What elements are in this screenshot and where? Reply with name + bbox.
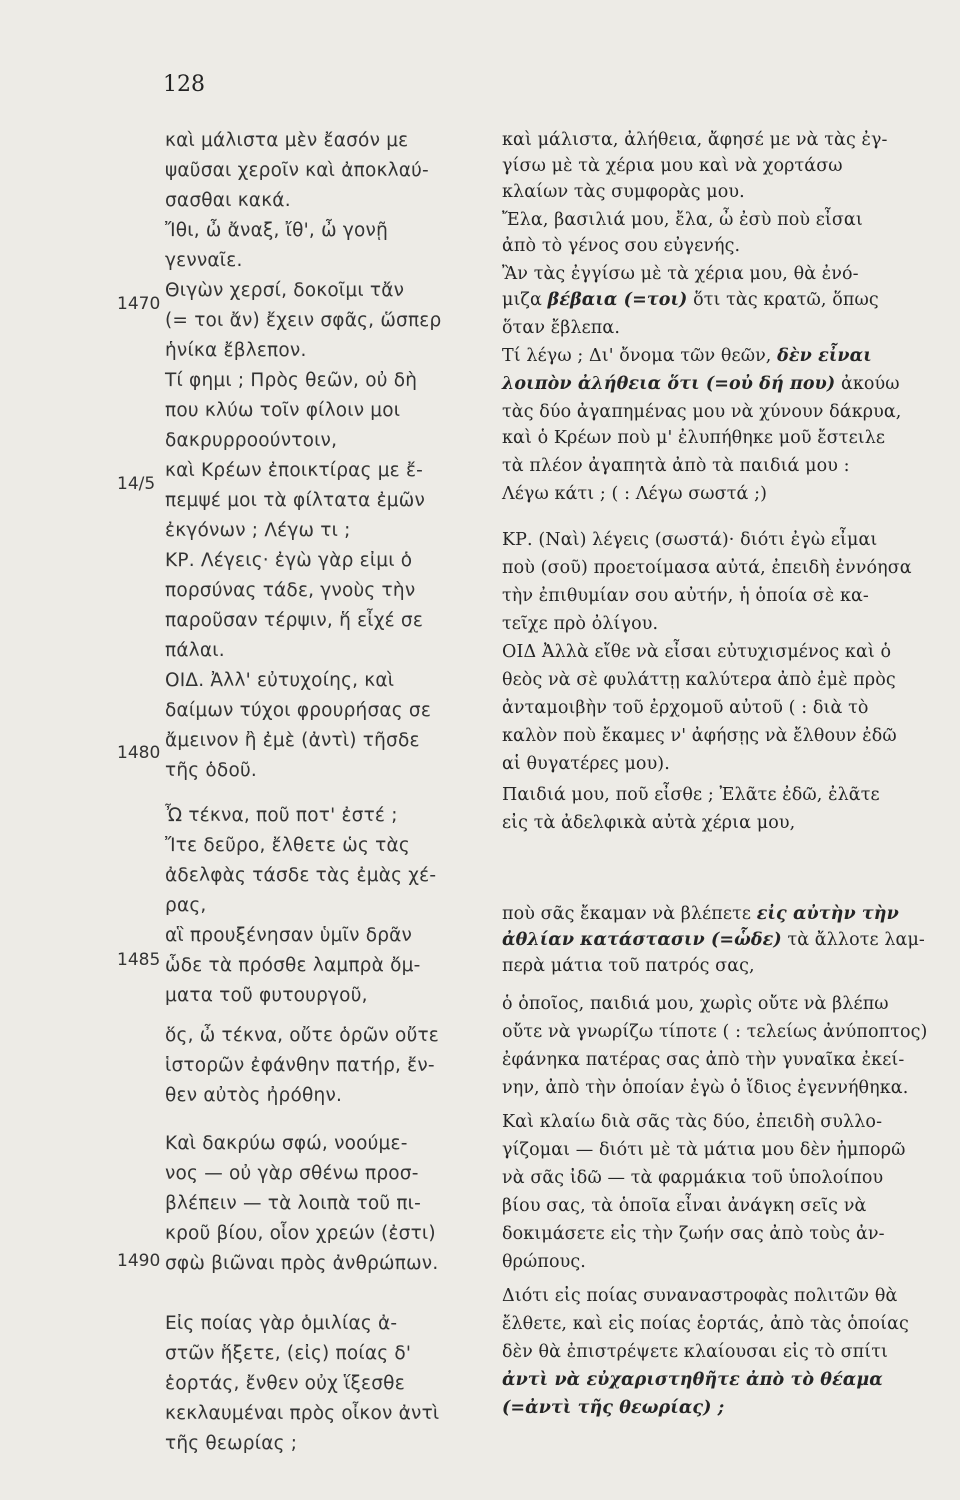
greek-line: γενναῖε. xyxy=(165,250,243,271)
greek-line: δακρυρροούντοιν, xyxy=(165,430,338,451)
translation-line: ἀνταμοιβὴν τοῦ ἐρχομοῦ αὐτοῦ ( : διὰ τὸ xyxy=(502,698,869,718)
translation-line: καὶ μάλιστα, ἀλήθεια, ἄφησέ με νὰ τὰς ἐγ- xyxy=(502,130,888,150)
greek-line: ἐκγόνων ; Λέγω τι ; xyxy=(165,520,351,541)
greek-line: καὶ Κρέων ἐποικτίρας με ἔ- xyxy=(165,460,424,481)
gloss-italic: βέβαια (=τοι) xyxy=(547,290,688,310)
greek-line: ρας, xyxy=(165,895,207,916)
greek-line: ὅς, ὦ τέκνα, οὔτε ὁρῶν οὔτε xyxy=(165,1025,440,1046)
translation-line: γίσω μὲ τὰ χέρια μου καὶ νὰ χορτάσω xyxy=(502,156,843,176)
translation-line: Παιδιά μου, ποῦ εἶσθε ; Ἐλᾶτε ἐδῶ, ἐλᾶτε xyxy=(502,785,880,805)
translation-line: δὲν θὰ ἐπιστρέψετε κλαίουσαι εἰς τὸ σπίτι xyxy=(502,1342,888,1362)
translation-line: ὅταν ἔβλεπα. xyxy=(502,318,620,338)
translation-text: ἀκούω xyxy=(840,374,900,394)
translation-line: γίζομαι — διότι μὲ τὰ μάτια μου δὲν ἠμπορῶ xyxy=(502,1140,906,1160)
greek-line: αἳ προυξένησαν ὑμῖν δρᾶν xyxy=(165,925,413,946)
line-number-1475: 14/5 xyxy=(117,474,156,494)
translation-line: ὁ ὁποῖος, παιδιά μου, χωρὶς οὔτε νὰ βλέπω xyxy=(502,994,889,1014)
translation-line: ΟΙΔ Ἀλλὰ εἴθε νὰ εἶσαι εὐτυχισμένος καὶ ὁ xyxy=(502,642,892,662)
greek-line: Ὦ τέκνα, ποῦ ποτ' ἐστέ ; xyxy=(165,805,398,826)
translation-text: μιζα xyxy=(502,290,542,310)
page-number: 128 xyxy=(163,72,205,97)
translation-line: ἀπὸ τὸ γένος σου εὐγενής. xyxy=(502,236,741,256)
translation-line: αἱ θυγατέρες μου). xyxy=(502,754,670,774)
translation-line: τεῖχε πρὸ ὀλίγου. xyxy=(502,614,659,634)
greek-line: καὶ μάλιστα μὲν ἔασόν με xyxy=(165,130,409,151)
greek-line: στῶν ἥξετε, (εἰς) ποίας δ' xyxy=(165,1343,412,1364)
greek-line: ΟΙΔ. Ἀλλ' εὐτυχοίης, καὶ xyxy=(165,670,395,691)
translation-line: τὴν ἐπιθυμίαν σου αὐτήν, ἡ ὁποία σὲ κα- xyxy=(502,586,869,606)
translation-line: κλαίων τὰς συμφορὰς μου. xyxy=(502,182,745,202)
translation-line xyxy=(502,370,900,400)
translation-line: βίου σας, τὰ ὁποῖα εἶναι ἀνάγκη σεῖς νὰ xyxy=(502,1196,867,1216)
translation-line: δοκιμάσετε εἰς τὴν ζωήν σας ἀπὸ τοὺς ἀν- xyxy=(502,1224,885,1244)
greek-line: Τί φημι ; Πρὸς θεῶν, οὐ δὴ xyxy=(165,370,418,391)
translation-text: τὰ ἄλλοτε λαμ- xyxy=(787,930,925,950)
translation-line xyxy=(502,342,872,372)
greek-line: τῆς θεωρίας ; xyxy=(165,1433,298,1454)
greek-line: βλέπειν — τὰ λοιπὰ τοῦ πι- xyxy=(165,1193,422,1214)
greek-line: πεμψέ μοι τὰ φίλτατα ἐμῶν xyxy=(165,490,425,511)
translation-line: (=ἀντὶ τῆς θεωρίας) ; xyxy=(502,1398,725,1418)
greek-line: κεκλαυμέναι πρὸς οἶκον ἀντὶ xyxy=(165,1403,440,1424)
greek-line: (= τοι ἄν) ἔχειν σφᾶς, ὥσπερ xyxy=(165,310,442,331)
translation-line: οὔτε νὰ γνωρίζω τίποτε ( : τελείως ἀνύποπτος) xyxy=(502,1022,928,1042)
translation-line: ἐφάνηκα πατέρας σας ἀπὸ τὴν γυναῖκα ἐκεί- xyxy=(502,1050,905,1070)
greek-line: ψαῦσαι χεροῖν καὶ ἀποκλαύ- xyxy=(165,160,429,181)
translation-line: νὰ σᾶς ἰδῶ — τὰ φαρμάκια τοῦ ὑπολοίπου xyxy=(502,1168,884,1188)
line-number-1480: 1480 xyxy=(117,743,161,763)
greek-line: θεν αὐτὸς ἠρόθην. xyxy=(165,1085,343,1106)
translation-line: ἀντὶ νὰ εὐχαριστηθῆτε ἀπὸ τὸ θέαμα xyxy=(502,1370,883,1390)
translation-line: περὰ μάτια τοῦ πατρός σας, xyxy=(502,956,755,976)
line-number-1470: 1470 xyxy=(117,294,161,314)
greek-line: πάλαι. xyxy=(165,640,225,661)
greek-line: παροῦσαν τέρψιν, ἥ εἶχέ σε xyxy=(165,610,424,631)
translation-line: Καὶ κλαίω διὰ σᾶς τὰς δύο, ἐπειδὴ συλλο- xyxy=(502,1112,883,1132)
translation-line: ποὺ (σοῦ) προετοίμασα αὐτά, ἐπειδὴ ἐννόησα xyxy=(502,558,912,578)
translation-line: ἔλθετε, καὶ εἰς ποίας ἑορτάς, ἀπὸ τὰς ὁποίας xyxy=(502,1314,909,1334)
greek-line: Ἴθι, ὦ ἄναξ, ἴθ', ὦ γονῇ xyxy=(165,220,388,241)
translation-line: νην, ἀπὸ τὴν ὁποίαν ἐγὼ ὁ ἴδιος ἐγεννήθηκα. xyxy=(502,1078,909,1098)
translation-line: καλὸν ποὺ ἔκαμες ν' ἀφήσῃς νὰ ἔλθουν ἐδῶ xyxy=(502,726,897,746)
translation-line: τὰς δύο ἀγαπημένας μου νὰ χύνουν δάκρυα, xyxy=(502,402,902,422)
greek-line: ματα τοῦ φυτουργοῦ, xyxy=(165,985,368,1006)
greek-line: ἱστορῶν ἐφάνθην πατήρ, ἔν- xyxy=(165,1055,435,1076)
translation-text: ποὺ σᾶς ἔκαμαν νὰ βλέπετε xyxy=(502,904,752,924)
translation-line: καὶ ὁ Κρέων ποὺ μ' ἐλυπήθηκε μοῦ ἔστειλε xyxy=(502,428,886,448)
greek-line: ἡνίκα ἔβλεπον. xyxy=(165,340,307,361)
translation-text: Τί λέγω ; Δι' ὄνομα τῶν θεῶν, xyxy=(502,346,772,366)
gloss-italic: λοιπὸν ἀλήθεια ὅτι (=οὐ δή που) xyxy=(502,374,836,394)
greek-line: σφὼ βιῶναι πρὸς ἀνθρώπων. xyxy=(165,1253,439,1274)
line-number-1485: 1485 xyxy=(117,950,161,970)
greek-line: πορσύνας τάδε, γνοὺς τὴν xyxy=(165,580,416,601)
greek-line: ἄμεινον ἢ ἐμὲ (ἀντὶ) τῆσδε xyxy=(165,730,420,751)
greek-line: Εἰς ποίας γὰρ ὁμιλίας ἀ- xyxy=(165,1313,398,1334)
translation-line: εἰς τὰ ἀδελφικὰ αὐτὰ χέρια μου, xyxy=(502,813,796,833)
translation-text: ὅτι τὰς κρατῶ, ὅπως xyxy=(693,290,879,310)
greek-line: σασθαι κακά. xyxy=(165,190,291,211)
greek-line: που κλύω τοῖν φίλοιν μοι xyxy=(165,400,401,421)
translation-line: Διότι εἰς ποίας συναναστροφὰς πολιτῶν θὰ xyxy=(502,1286,898,1306)
gloss-italic: ἀθλίαν κατάστασιν (=ὧδε) xyxy=(502,930,782,950)
greek-line: ἑορτάς, ἔνθεν οὐχ ἵξεσθε xyxy=(165,1373,405,1394)
translation-line: τὰ πλέον ἀγαπητὰ ἀπὸ τὰ παιδιά μου : xyxy=(502,456,850,476)
greek-line: ἀδελφὰς τάσδε τὰς ἐμὰς χέ- xyxy=(165,865,437,886)
greek-line: νος — οὐ γὰρ σθένω προσ- xyxy=(165,1163,419,1184)
greek-line: ΚΡ. Λέγεις· ἐγὼ γὰρ εἰμι ὁ xyxy=(165,550,413,571)
translation-line: Ἔλα, βασιλιά μου, ἔλα, ὦ ἐσὺ ποὺ εἶσαι xyxy=(502,210,863,230)
translation-line: θεὸς νὰ σὲ φυλάττῃ καλύτερα ἀπὸ ἐμὲ πρὸς xyxy=(502,670,896,690)
translation-line: Λέγω κάτι ; ( : Λέγω σωστά ;) xyxy=(502,484,768,504)
line-number-1490: 1490 xyxy=(117,1251,161,1271)
greek-line: ὧδε τὰ πρόσθε λαμπρὰ ὄμ- xyxy=(165,955,421,976)
greek-line: τῆς ὁδοῦ. xyxy=(165,760,257,781)
gloss-italic: δὲν εἶναι xyxy=(777,346,872,366)
greek-line: δαίμων τύχοι φρουρήσας σε xyxy=(165,700,432,721)
greek-line: Καὶ δακρύω σφώ, νοούμε- xyxy=(165,1133,408,1154)
translation-line: Ἂν τὰς ἐγγίσω μὲ τὰ χέρια μου, θὰ ἐνό- xyxy=(502,264,859,284)
gloss-italic: εἰς αὐτὴν τὴν xyxy=(756,904,899,924)
greek-line: κροῦ βίου, οἷον χρεών (ἐστι) xyxy=(165,1223,436,1244)
greek-line: Ἴτε δεῦρο, ἔλθετε ὡς τὰς xyxy=(165,835,410,856)
greek-line: Θιγὼν χερσί, δοκοῖμι τἄν xyxy=(165,280,405,301)
translation-line xyxy=(502,286,879,316)
translation-line: θρώπους. xyxy=(502,1252,586,1272)
translation-line: ΚΡ. (Ναὶ) λέγεις (σωστά)· διότι ἐγὼ εἶμαι xyxy=(502,530,878,550)
